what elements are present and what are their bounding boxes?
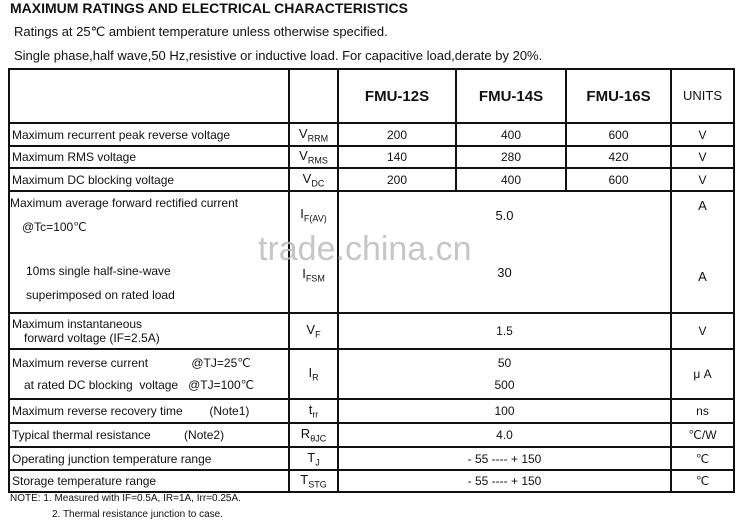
unit: ns [671, 399, 734, 423]
symbol: $I_{F(AV)}$ $I_{FSM}$ [289, 191, 338, 313]
param: Operating junction temperature range [9, 447, 289, 470]
table-row [9, 349, 734, 399]
value: 200 [338, 168, 456, 191]
unit: V [671, 123, 734, 146]
unit: V [671, 313, 734, 349]
symbol: $V_{DC}$ [289, 168, 338, 191]
value: - 55 ---- + 150 [338, 447, 671, 470]
param: Maximum recurrent peak reverse voltage [9, 123, 289, 146]
header-fmu-16s: FMU-16S [566, 69, 671, 123]
header-fmu-12s: FMU-12S [338, 69, 456, 123]
value: 600 [566, 123, 671, 146]
unit: μ A [671, 349, 734, 399]
param: Maximum reverse current @TJ=25℃ at rated DC blocking voltage @TJ=100℃ [9, 349, 289, 399]
table-row [9, 146, 734, 168]
unit: V [671, 146, 734, 168]
table-row [9, 313, 734, 349]
param: Maximum DC blocking voltage [9, 168, 289, 191]
note-2: 2. Thermal resistance junction to case. [52, 509, 224, 520]
unit: V [671, 168, 734, 191]
ratings-table [8, 68, 735, 493]
value: 1.5 [338, 313, 671, 349]
table-row [9, 123, 734, 146]
value: 400 [456, 123, 566, 146]
symbol: $V_{RRM}$ [289, 123, 338, 146]
param: Maximum reverse recovery time (Note1) [9, 399, 289, 423]
table-row [9, 423, 734, 447]
unit: ℃ [671, 447, 734, 470]
symbol: $V_{RMS}$ [289, 146, 338, 168]
table-row [9, 168, 734, 191]
param: Maximum RMS voltage [9, 146, 289, 168]
note-1: NOTE: 1. Measured with IF=0.5A, IR=1A, Irr=0.25A. [10, 493, 241, 504]
param: Maximum instantaneous forward voltage (IF=2.5A) [9, 313, 289, 349]
param: Storage temperature range [9, 470, 289, 492]
value: 4.0 [338, 423, 671, 447]
value: 100 [338, 399, 671, 423]
param: Maximum average forward rectified current @Tc=100℃ 10ms single half-sine-wave superimposed on rated load [9, 191, 289, 313]
value: 280 [456, 146, 566, 168]
value: 140 [338, 146, 456, 168]
header-units: UNITS [671, 69, 734, 123]
table-row [9, 399, 734, 423]
intro-line-1: Ratings at 25℃ ambient temperature unless otherwise specified. [14, 24, 388, 39]
watermark: trade.china.cn [258, 230, 472, 268]
unit: A A [671, 191, 734, 313]
header-row [9, 69, 734, 123]
table-row [9, 447, 734, 470]
symbol: $I_R$ [289, 349, 338, 399]
symbol: $t_{rr}$ [289, 399, 338, 423]
value: - 55 ---- + 150 [338, 470, 671, 492]
value: 50 500 [338, 349, 671, 399]
symbol: $T_{STG}$ [289, 470, 338, 492]
header-fmu-14s: FMU-14S [456, 69, 566, 123]
value: 420 [566, 146, 671, 168]
unit: ℃ [671, 470, 734, 492]
value: 5.0 30 [338, 191, 671, 313]
value: 400 [456, 168, 566, 191]
param: Typical thermal resistance (Note2) [9, 423, 289, 447]
value: 600 [566, 168, 671, 191]
table-row [9, 191, 734, 313]
intro-line-2: Single phase,half wave,50 Hz,resistive or inductive load. For capacitive load,derate by 20%. [14, 48, 543, 63]
unit: ℃/W [671, 423, 734, 447]
page-title: MAXIMUM RATINGS AND ELECTRICAL CHARACTERISTICS [10, 0, 408, 16]
table-row [9, 470, 734, 492]
symbol: $T_J$ [289, 447, 338, 470]
symbol: $V_F$ [289, 313, 338, 349]
symbol: $R_{\theta JC}$ [289, 423, 338, 447]
value: 200 [338, 123, 456, 146]
